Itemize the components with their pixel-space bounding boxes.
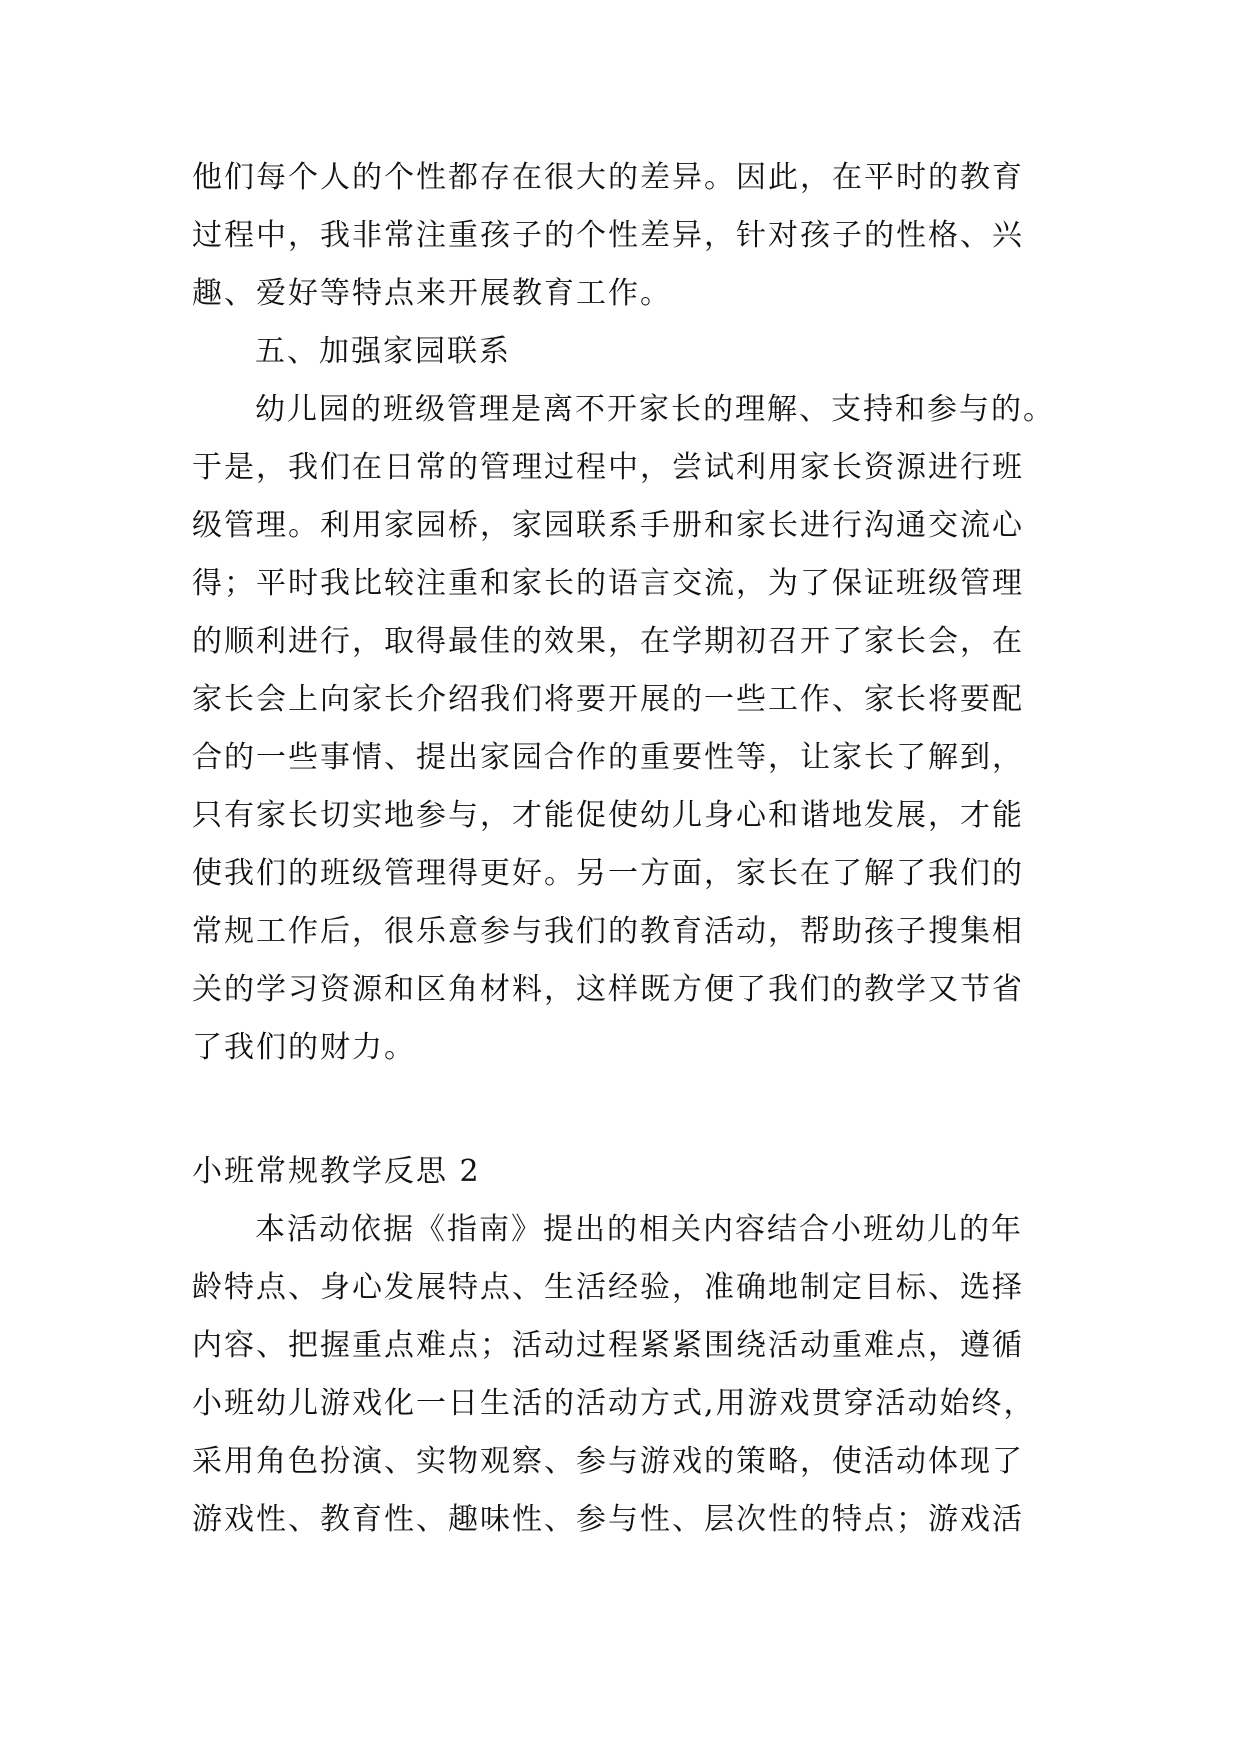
body-text-line: 采用角色扮演、实物观察、参与游戏的策略，使活动体现了 [192,1444,1024,1479]
body-text-line: 龄特点、身心发展特点、生活经验，准确地制定目标、选择 [192,1270,1024,1305]
body-text-line: 小班幼儿游戏化一日生活的活动方式,用游戏贯穿活动始终， [192,1386,1036,1421]
body-text-line: 幼儿园的班级管理是离不开家长的理解、支持和参与的。 [255,392,1055,427]
body-text-line: 级管理。利用家园桥，家园联系手册和家长进行沟通交流心 [192,508,1024,543]
body-text-line: 游戏性、教育性、趣味性、参与性、层次性的特点；游戏活 [192,1502,1024,1537]
article-title: 小班常规教学反思 2 [192,1154,481,1189]
body-text-line: 关的学习资源和区角材料，这样既方便了我们的教学又节省 [192,972,1024,1007]
body-text-line: 内容、把握重点难点；活动过程紧紧围绕活动重难点，遵循 [192,1328,1024,1363]
body-text-line: 得；平时我比较注重和家长的语言交流，为了保证班级管理 [192,566,1024,601]
body-text-line: 本活动依据《指南》提出的相关内容结合小班幼儿的年 [255,1212,1023,1247]
body-text-line: 常规工作后，很乐意参与我们的教育活动，帮助孩子搜集相 [192,914,1024,949]
body-text-line: 趣、爱好等特点来开展教育工作。 [192,276,672,311]
body-text-line: 的顺利进行，取得最佳的效果，在学期初召开了家长会，在 [192,624,1024,659]
body-text-line: 合的一些事情、提出家园合作的重要性等，让家长了解到， [192,740,1024,775]
body-text-line: 了我们的财力。 [192,1030,416,1065]
body-text-line: 于是，我们在日常的管理过程中，尝试利用家长资源进行班 [192,450,1024,485]
body-text-line: 过程中，我非常注重孩子的个性差异，针对孩子的性格、兴 [192,218,1024,253]
body-text-line: 他们每个人的个性都存在很大的差异。因此，在平时的教育 [192,160,1024,195]
body-text-line: 使我们的班级管理得更好。另一方面，家长在了解了我们的 [192,856,1024,891]
body-text-line: 家长会上向家长介绍我们将要开展的一些工作、家长将要配 [192,682,1024,717]
section-heading: 五、加强家园联系 [255,334,511,369]
body-text-line: 只有家长切实地参与，才能促使幼儿身心和谐地发展，才能 [192,798,1024,833]
